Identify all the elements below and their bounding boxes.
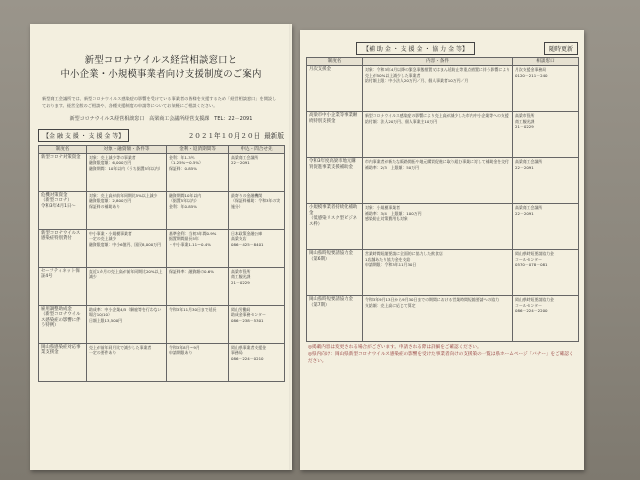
table-row: [307, 158, 579, 204]
table-cell: 基準金利：当初3年間0.9% 据置期間最長5年 ・中小事業1.11～0.4%: [167, 230, 229, 268]
table-row: [39, 268, 285, 306]
program-name-cell: 岡山県時短要請協力金 （第6期）: [307, 250, 363, 296]
program-name-cell: 新型コロナ対策資金: [39, 154, 87, 192]
table-row: [39, 192, 285, 230]
table-cell: 保証料率：融資額の0.6%: [167, 268, 229, 306]
table-cell: 岡山県時短要請協力金 コールセンター 0570－078－081: [513, 250, 579, 296]
table-cell: 岡山労働局 助成金事務センター 086－238－5301: [229, 306, 285, 344]
finance-support-table: [38, 145, 285, 382]
table-cell: 令和3年9月13日から9月30日までの期間における営業時間短縮要請への協力 支給額：売上高に応じて算定: [363, 296, 513, 342]
table-row: [307, 250, 579, 296]
table-row: [39, 230, 285, 268]
note-2: ◎県内向け：岡山県新型コロナウイルス感染症の影響を受けた事業者向けの支援策の一覧は県ホームページ「バナー」をご確認ください。: [308, 352, 574, 364]
table-row: [307, 112, 579, 158]
column-header: 申込・問合せ先: [229, 145, 285, 153]
program-name-cell: 令和3年度高梁市地元購買促進事業支援補助金: [307, 158, 363, 204]
table-cell: 高梁商工会議所 22－2091: [229, 154, 285, 192]
program-name-cell: 岡山県時短要請協力金 （第7期）: [307, 296, 363, 342]
column-header: 相談窓口: [513, 58, 579, 66]
table-cell: 中小事業・小規模事業者 一定の売上減少 融資限度額：中小6億円、国民8,000万円: [87, 230, 167, 268]
program-name-cell: 新型コロナウイルス感染症特別貸付: [39, 230, 87, 268]
table-cell: 対象：売上減少等の事業者 融資限度額：6,000万円 融資期間：10年以内（うち据置5年以内）: [87, 154, 167, 192]
subsidy-section-label: 【補 助 金 ・ 支 援 金 ・ 協 力 金 等】: [356, 42, 475, 55]
table-row: [39, 154, 285, 192]
table-cell: 令和3年8月～9月 申請期限あり: [167, 344, 229, 382]
table-cell: 売上が前年同月比で減少した事業者 一定の要件あり: [87, 344, 167, 382]
column-header: 金利・返済期間等: [167, 145, 229, 153]
latest-edition-label: 最新版: [264, 132, 284, 141]
column-header: 対象・融資額・条件等: [87, 145, 167, 153]
table-cell: 融資期間10年以内 （据置5年以内） 金利：年0.85%: [167, 192, 229, 230]
program-name-cell: 小規模事業者持続化補助金 （低感染リスク型ビジネス枠）: [307, 204, 363, 250]
edition-date: ２０２１年１０月２０日: [187, 132, 261, 141]
notes-block: [300, 342, 584, 368]
program-name-cell: 雇用調整助成金 （新型コロナウイルス感染症の影響に伴う特例）: [39, 306, 87, 344]
table-cell: 高梁市役所 商工観光課 21－0229: [513, 112, 579, 158]
table-cell: 対象：小規模事業者 補助率：3/4 上限額：100万円 感染防止対策費用も対象: [363, 204, 513, 250]
table-cell: 月次支援金事務局 0120－211－240: [513, 66, 579, 112]
title-line-2: 中小企業・小規模事業者向け支援制度のご案内: [60, 69, 262, 80]
document-title: [30, 54, 292, 82]
table-cell: 高梁市役所 商工観光課 21－0229: [229, 268, 285, 306]
program-name-cell: セーフティネット保証4号: [39, 268, 87, 306]
table-row: [307, 204, 579, 250]
table-cell: 対象：売上高が前年同期比5%以上減少 融資限度額：2,800万円 保証料の補助あり: [87, 192, 167, 230]
table-cell: 市内事業者が新たな販路開拓や地元購買促進に取り組む事業に対して補助金を交付 補助率：2/3 上限額：50万円: [363, 158, 513, 204]
page-edge-shadow: [289, 24, 292, 470]
column-header: 制度名: [39, 145, 87, 153]
left-section-bar: [38, 129, 284, 142]
table-cell: 日本政策金融公庫 高梁支店 086－425－8401: [229, 230, 285, 268]
left-document-page: [30, 24, 292, 470]
contact-line: 新型コロナウイルス経営相談窓口 高梁商工会議所経営支援課 TEL：22－2091: [69, 115, 253, 122]
table-cell: 営業時間短縮要請に全面的に協力した飲食店 1店舗あたり協力金を支給 申請期限：令和3年11月30日: [363, 250, 513, 296]
column-header: 内容・条件: [363, 58, 513, 66]
table-cell: 高梁商工会議所 22－2091: [513, 158, 579, 204]
table-cell: 新型コロナウイルス感染症の影響により売上高が減少した市内中小企業等への支援 給付額：法人20万円、個人事業主10万円: [363, 112, 513, 158]
table-cell: 金利：年1.3％ （1.25%～0.5%） 保証料：0.85%: [167, 154, 229, 192]
table-cell: 令和3年11月30日まで延長: [167, 306, 229, 344]
table-cell: 助成率：中小企業4/5（解雇等を行わない場合10/10） 日額上限13,500円: [87, 306, 167, 344]
note-1: ◎掲載内容は変更される場合がございます。申請される際は詳細をご確認ください。: [308, 345, 482, 351]
title-line-1: 新型コロナウイルス経営相談窓口と: [84, 55, 238, 66]
table-cell: 岡山県時短要請協力金 コールセンター 086－224－2200: [513, 296, 579, 342]
table-row: [307, 296, 579, 342]
table-cell: 岡山県事業者支援金 事務局 086－224－0210: [229, 344, 285, 382]
update-tag: 随時更新: [544, 42, 578, 55]
right-section-bar: [306, 42, 578, 55]
table-cell: 最寄りの金融機関 （保証料補助：令和3年の実施分）: [229, 192, 285, 230]
table-row: [307, 66, 579, 112]
table-cell: 高梁商工会議所 22－2091: [513, 204, 579, 250]
program-name-cell: 月次支援金: [307, 66, 363, 112]
program-name-cell: 危機対策資金 （新型コロナ） 令和3年4月1日～: [39, 192, 87, 230]
finance-section-label: 【金 融 支 援 ・ 支 援 金 等】: [38, 129, 129, 142]
program-name-cell: 岡山県感染症対応事業支援金: [39, 344, 87, 382]
table-cell: 対象：令和3年4月以降の緊急事態措置又はまん延防止等重点措置に伴う影響により売上が50%以上減少した事業者 給付額上限：中小法人20万円／月、個人事業者10万円／月: [363, 66, 513, 112]
table-row: [39, 344, 285, 382]
column-header: 制度名: [307, 58, 363, 66]
program-name-cell: 高梁市中小企業等事業継続特別支援金: [307, 112, 363, 158]
table-cell: 直近1カ月の売上高が前年同期比20%以上減少: [87, 268, 167, 306]
right-document-page: [300, 30, 584, 470]
table-row: [39, 306, 285, 344]
subsidy-table: [306, 57, 579, 342]
intro-paragraph: 新型商工会議所では、新型コロナウイルス感染症の影響を受けている事業者の皆様を支援するため「経営相談窓口」を開設しております。経営全般のご相談や、各種支援制度の申請等についてお気軽にご相談ください。: [42, 96, 277, 108]
